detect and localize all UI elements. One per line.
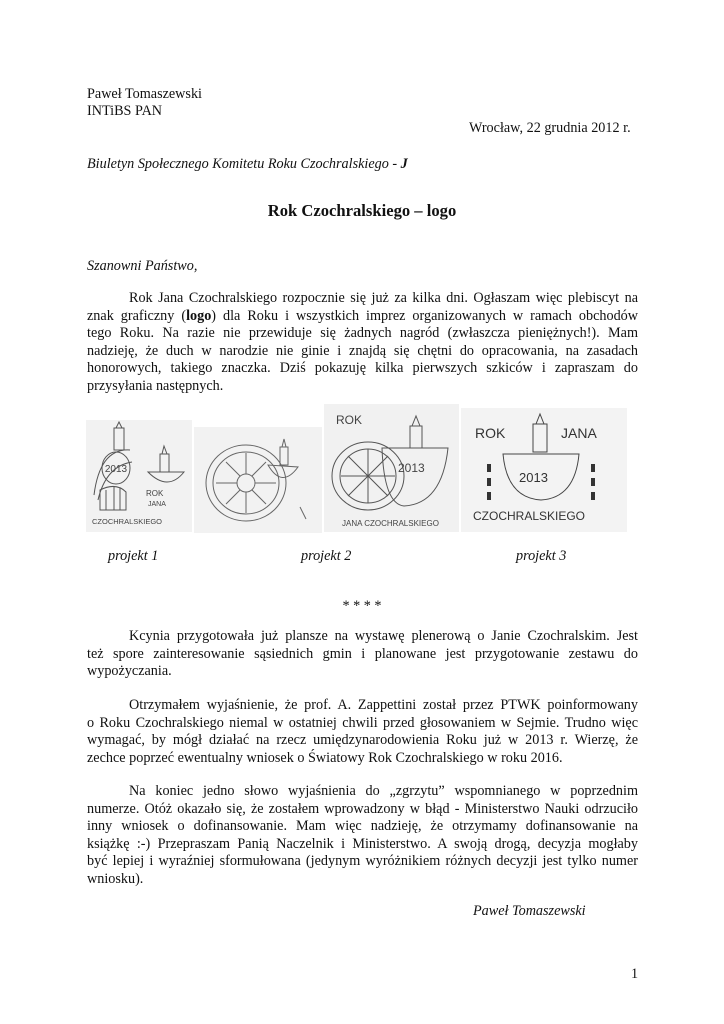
- logo-word: logo: [186, 307, 212, 324]
- text-line: [87, 308, 638, 326]
- sketch1-year: 2013: [104, 464, 128, 475]
- text-line: Kcynia przygotowała już plansze na wystawę plenerową o Janie Czochralskim. Jest: [129, 628, 638, 644]
- page-number: 1: [631, 966, 639, 982]
- bulletin-letter: J: [400, 156, 408, 172]
- section-separator: * * * *: [342, 598, 382, 614]
- paragraph-intro: [87, 290, 638, 396]
- sketch-project-2: [194, 427, 322, 533]
- paragraph-zgrzyt: [87, 783, 638, 889]
- text-line: honorowych, takiego znaczka. Dziś pokazuję kilka pierwszych szkiców i zapraszam do: [87, 360, 638, 377]
- text-line: książkę :-) Przepraszam Panią Naczelnik i Ministerstwo. A swoją drogą, decyzja mogłaby: [87, 835, 638, 852]
- signature: Paweł Tomaszewski: [473, 903, 586, 919]
- text-line: przysyłania następnych.: [87, 377, 224, 394]
- text-line: o Roku Czochralskiego niemal w ostatniej chwili przed głosowaniem w Sejmie. Trudno więc: [87, 714, 638, 731]
- text-line: też spore zainteresowanie sąsiednich gmin i planowane jest przygotowanie zestawu do: [87, 645, 638, 662]
- sketch1-word-2: JANA: [148, 501, 166, 508]
- salutation: Szanowni Państwo,: [87, 258, 198, 274]
- text-line: zechce poprzeć ewentualny wniosek o Światowy Rok Czochralskiego w roku 2016.: [87, 749, 563, 766]
- text-fragment: znak graficzny (: [87, 307, 187, 324]
- sketch3-word-2: 2013: [398, 461, 425, 475]
- text-line: inny wniosek o dofinansowanie. Mam więc nadzieję, że otrzymamy dofinansowanie na: [87, 818, 638, 835]
- paragraph-kcynia: [87, 628, 638, 681]
- text-line: Otrzymałem wyjaśnienie, że prof. A. Zappettini został przez PTWK poinformowany: [129, 697, 638, 713]
- paragraph-zappettini: [87, 697, 638, 767]
- sketch3-word-1: ROK: [336, 413, 363, 427]
- sketch-project-1: [86, 420, 192, 532]
- sketch-project-3b: [461, 408, 627, 532]
- caption-project-3: projekt 3: [516, 548, 567, 564]
- page-title: Rok Czochralskiego – logo: [267, 201, 457, 220]
- sketch4-word-3: 2013: [519, 470, 548, 485]
- sketch1-word-3: CZOCHRALSKIEGO: [92, 517, 163, 526]
- date-line: Wrocław, 22 grudnia 2012 r.: [469, 120, 631, 136]
- text-line: Na koniec jedno słowo wyjaśnienia do „zgrzytu” wspomnianego w poprzednim: [129, 783, 638, 799]
- text-fragment: ) dla Roku i wszystkich imprez organizowanych w ramach obchodów: [211, 307, 638, 324]
- sketch1-word-1: ROK: [146, 489, 164, 498]
- text-line: tego Roku. Na razie nie przewiduje się żadnych nagród (zwłaszcza pieniężnych!). Mam: [87, 325, 638, 342]
- sketch4-word-2: JANA: [561, 425, 597, 441]
- bulletin-line: [87, 156, 408, 174]
- text-line: Rok Jana Czochralskiego rozpocznie się już za kilka dni. Ogłaszam więc plebiscyt na: [129, 290, 638, 306]
- sketch-project-3: [324, 404, 459, 532]
- text-line: być lepiej i wyraźniej sformułowana (jedynym wyróżnikiem różnych decyzji jest tylko numer: [87, 853, 638, 870]
- author-name: Paweł Tomaszewski: [87, 86, 202, 102]
- sketch4-word-4: CZOCHRALSKIEGO: [473, 509, 586, 523]
- text-line: numerze. Otóż okazało się, że zostałem wprowadzony w błąd - Ministerstwo Nauki odrzuciło: [87, 800, 638, 817]
- text-line: nadzieję, że duch w narodzie nie ginie i znajdą się chętni do opracowania, na zasadach: [87, 342, 638, 359]
- caption-project-2: projekt 2: [301, 548, 352, 564]
- bulletin-prefix: Biuletyn Społecznego Komitetu Roku Czochralskiego -: [87, 156, 401, 172]
- text-line: wypożyczania.: [87, 663, 172, 680]
- text-line: wymagać, by mógł działać na rzecz umiędzynarodowienia Roku już w 2013 r. Wierzę, że: [87, 732, 638, 749]
- sketch4-word-1: ROK: [475, 425, 506, 441]
- institution: INTiBS PAN: [87, 103, 163, 119]
- sketch3-word-3: JANA CZOCHRALSKIEGO: [342, 519, 439, 528]
- text-line: wniosku).: [87, 870, 144, 887]
- caption-project-1: projekt 1: [108, 548, 159, 564]
